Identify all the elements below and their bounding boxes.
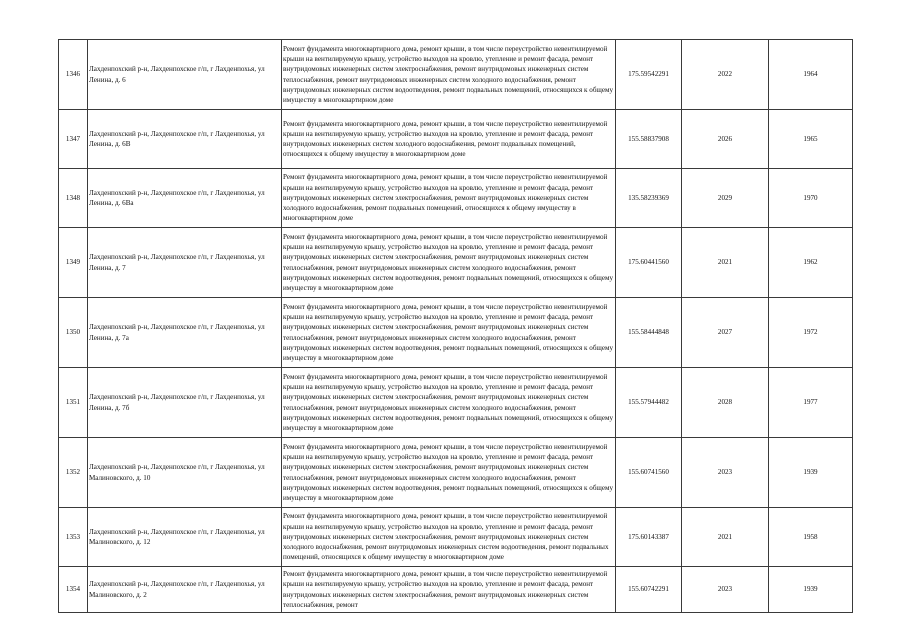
table-row bbox=[59, 169, 853, 228]
row-cost: 175.60143387 bbox=[616, 508, 682, 567]
row-planned-year: 2022 bbox=[682, 40, 769, 110]
row-repair-works: Ремонт фундамента многоквартирного дома, ремонт крыши, в том числе переустройство невентилируемой крыши на вентилируемую крышу, устройство выходов на кровлю, утепление и ремонт фасада, ремонт внутридомовых инженерных систем электроснабжения, ремонт внутридомовых инженерных систем теплоснабжения, ремонт внутридомовых инженерных систем холодного водоснабжения, ремонт внутридомовых инженерных систем водоотведения, ремонт подвальных помещений, относящихся к общему имуществу в многоквартирном доме bbox=[282, 228, 616, 298]
row-repair-works: Ремонт фундамента многоквартирного дома, ремонт крыши, в том числе переустройство невентилируемой крыши на вентилируемую крышу, устройство выходов на кровлю, утепление и ремонт фасада, ремонт внутридомовых инженерных систем электроснабжения, ремонт внутридомовых инженерных систем холодного водоснабжения, ремонт подвальных помещений, относящихся к общему имуществу в многоквартирном доме bbox=[282, 169, 616, 228]
table-row bbox=[59, 40, 853, 110]
row-repair-works: Ремонт фундамента многоквартирного дома, ремонт крыши, в том числе переустройство невентилируемой крыши на вентилируемую крышу, устройство выходов на кровлю, утепление и ремонт фасада, ремонт внутридомовых инженерных систем электроснабжения, ремонт внутридомовых инженерных систем теплоснабжения, ремонт внутридомовых инженерных систем холодного водоснабжения, ремонт внутридомовых инженерных систем водоотведения, ремонт подвальных помещений, относящихся к общему имуществу в многоквартирном доме bbox=[282, 368, 616, 438]
row-planned-year: 2028 bbox=[682, 368, 769, 438]
row-address: Лахденпохский р-н, Лахденпохское г/п, г Лахденпохья, ул Малиновского, д. 2 bbox=[88, 567, 282, 613]
row-cost: 155.58837908 bbox=[616, 110, 682, 169]
row-repair-works: Ремонт фундамента многоквартирного дома, ремонт крыши, в том числе переустройство невентилируемой крыши на вентилируемую крышу, устройство выходов на кровлю, утепление и ремонт фасада, ремонт внутридомовых инженерных систем электроснабжения, ремонт внутридомовых инженерных систем теплоснабжения, ремонт внутридомовых инженерных систем холодного водоснабжения, ремонт внутридомовых инженерных систем водоотведения, ремонт подвальных помещений, относящихся к общему имуществу в многоквартирном доме bbox=[282, 438, 616, 508]
table-row bbox=[59, 298, 853, 368]
row-repair-works: Ремонт фундамента многоквартирного дома, ремонт крыши, в том числе переустройство невентилируемой крыши на вентилируемую крышу, устройство выходов на кровлю, утепление и ремонт фасада, ремонт внутридомовых инженерных систем электроснабжения, ремонт внутридомовых инженерных систем теплоснабжения, ремонт внутридомовых инженерных систем холодного водоснабжения, ремонт внутридомовых инженерных систем водоотведения, ремонт подвальных помещений, относящихся к общему имуществу в многоквартирном доме bbox=[282, 298, 616, 368]
row-number: 1351 bbox=[59, 368, 88, 438]
row-year-built: 1962 bbox=[769, 228, 853, 298]
table-row bbox=[59, 228, 853, 298]
row-number: 1348 bbox=[59, 169, 88, 228]
row-cost: 155.60742291 bbox=[616, 567, 682, 613]
row-address: Лахденпохский р-н, Лахденпохское г/п, г Лахденпохья, ул Ленина, д. 7а bbox=[88, 298, 282, 368]
row-planned-year: 2021 bbox=[682, 228, 769, 298]
row-number: 1347 bbox=[59, 110, 88, 169]
row-planned-year: 2029 bbox=[682, 169, 769, 228]
row-year-built: 1965 bbox=[769, 110, 853, 169]
row-cost: 155.57944482 bbox=[616, 368, 682, 438]
row-address: Лахденпохский р-н, Лахденпохское г/п, г Лахденпохья, ул Ленина, д. 6 bbox=[88, 40, 282, 110]
row-repair-works: Ремонт фундамента многоквартирного дома, ремонт крыши, в том числе переустройство невентилируемой крыши на вентилируемую крышу, устройство выходов на кровлю, утепление и ремонт фасада, ремонт внутридомовых инженерных систем электроснабжения, ремонт внутридомовых инженерных систем холодного водоснабжения, ремонт внутридомовых инженерных систем водоотведения, ремонт подвальных помещений, относящихся к общему имуществу в многоквартирном доме bbox=[282, 508, 616, 567]
row-address: Лахденпохский р-н, Лахденпохское г/п, г Лахденпохья, ул Ленина, д. 7б bbox=[88, 368, 282, 438]
row-address: Лахденпохский р-н, Лахденпохское г/п, г Лахденпохья, ул Ленина, д. 6В bbox=[88, 110, 282, 169]
row-cost: 135.58239369 bbox=[616, 169, 682, 228]
row-number: 1354 bbox=[59, 567, 88, 613]
row-planned-year: 2023 bbox=[682, 438, 769, 508]
row-number: 1352 bbox=[59, 438, 88, 508]
row-address: Лахденпохский р-н, Лахденпохское г/п, г Лахденпохья, ул Малиновского, д. 10 bbox=[88, 438, 282, 508]
table-row bbox=[59, 110, 853, 169]
register-table-body bbox=[59, 40, 853, 613]
row-planned-year: 2027 bbox=[682, 298, 769, 368]
row-planned-year: 2026 bbox=[682, 110, 769, 169]
row-repair-works: Ремонт фундамента многоквартирного дома, ремонт крыши, в том числе переустройство невентилируемой крыши на вентилируемую крышу, устройство выходов на кровлю, утепление и ремонт фасада, ремонт внутридомовых инженерных систем холодного водоснабжения, ремонт подвальных помещений, относящихся к общему имуществу в многоквартирном доме bbox=[282, 110, 616, 169]
row-repair-works: Ремонт фундамента многоквартирного дома, ремонт крыши, в том числе переустройство невентилируемой крыши на вентилируемую крышу, устройство выходов на кровлю, утепление и ремонт фасада, ремонт внутридомовых инженерных систем электроснабжения, ремонт внутридомовых инженерных систем теплоснабжения, ремонт bbox=[282, 567, 616, 613]
row-year-built: 1977 bbox=[769, 368, 853, 438]
table-row bbox=[59, 368, 853, 438]
row-cost: 175.59542291 bbox=[616, 40, 682, 110]
row-year-built: 1972 bbox=[769, 298, 853, 368]
row-address: Лахденпохский р-н, Лахденпохское г/п, г Лахденпохья, ул Малиновского, д. 12 bbox=[88, 508, 282, 567]
row-planned-year: 2021 bbox=[682, 508, 769, 567]
row-number: 1346 bbox=[59, 40, 88, 110]
row-address: Лахденпохский р-н, Лахденпохское г/п, г Лахденпохья, ул Ленина, д. 7 bbox=[88, 228, 282, 298]
row-address: Лахденпохский р-н, Лахденпохское г/п, г Лахденпохья, ул Ленина, д. 6Ва bbox=[88, 169, 282, 228]
row-year-built: 1964 bbox=[769, 40, 853, 110]
row-year-built: 1939 bbox=[769, 438, 853, 508]
table-row bbox=[59, 438, 853, 508]
capital-repair-register-table bbox=[58, 39, 853, 613]
row-year-built: 1958 bbox=[769, 508, 853, 567]
row-cost: 175.60441560 bbox=[616, 228, 682, 298]
row-number: 1349 bbox=[59, 228, 88, 298]
table-row bbox=[59, 567, 853, 613]
row-year-built: 1939 bbox=[769, 567, 853, 613]
row-number: 1353 bbox=[59, 508, 88, 567]
row-number: 1350 bbox=[59, 298, 88, 368]
row-year-built: 1970 bbox=[769, 169, 853, 228]
row-planned-year: 2023 bbox=[682, 567, 769, 613]
row-cost: 155.60741560 bbox=[616, 438, 682, 508]
table-row bbox=[59, 508, 853, 567]
row-repair-works: Ремонт фундамента многоквартирного дома, ремонт крыши, в том числе переустройство невентилируемой крыши на вентилируемую крышу, устройство выходов на кровлю, утепление и ремонт фасада, ремонт внутридомовых инженерных систем электроснабжения, ремонт внутридомовых инженерных систем теплоснабжения, ремонт внутридомовых инженерных систем холодного водоснабжения, ремонт внутридомовых инженерных систем водоотведения, ремонт подвальных помещений, относящихся к общему имуществу в многоквартирном доме bbox=[282, 40, 616, 110]
row-cost: 155.58444848 bbox=[616, 298, 682, 368]
